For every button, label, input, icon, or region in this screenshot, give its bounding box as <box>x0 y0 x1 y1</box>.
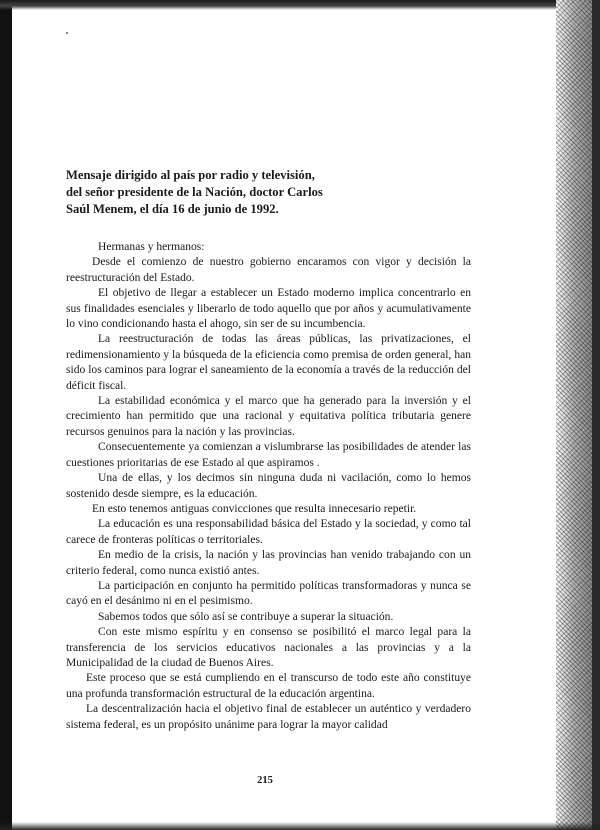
paragraph: Una de ellas, y los decimos sin ninguna duda ni vacilación, como lo hemos sostenido desde siempre, es la educación. <box>66 472 471 500</box>
paragraph: La estabilidad económica y el marco que ha generado para la inversión y el crecimiento han permitido que una racional y equitativa política tributaria genere recursos genuinos para la nación y las provincias. <box>66 395 471 438</box>
paragraph: La reestructuración de todas las áreas públicas, las privatizaciones, el redimensionamiento y la búsqueda de la eficiencia como premisa de orden general, han sido los caminos para lograr el saneamiento de la economía a través de la reducción del déficit fiscal. <box>66 333 471 392</box>
scan-left-border <box>0 0 12 830</box>
paragraph: En esto tenemos antiguas convicciones que resulta innecesario repetir. <box>92 502 417 515</box>
document-page <box>66 167 471 733</box>
paragraph: La educación es una responsabilidad básica del Estado y la sociedad, y como tal carece de fronteras políticas o territoriales. <box>66 518 471 546</box>
paragraph-salutation: Hermanas y hermanos: <box>98 241 205 253</box>
document-body <box>66 240 471 733</box>
title-line: Mensaje dirigido al país por radio y televisión, <box>66 168 315 182</box>
paragraph: Este proceso que se está cumpliendo en el transcurso de todo este año constituye una profunda transformación estructural de la educación argentina. <box>66 672 471 700</box>
paragraph: Desde el comienzo de nuestro gobierno encaramos con vigor y decisión la reestructuración del Estado. <box>66 256 471 284</box>
title-line: del señor presidente de la Nación, doctor Carlos <box>66 185 323 199</box>
paragraph: La participación en conjunto ha permitido políticas transformadoras y nunca se cayó en el desánimo ni en el pesimismo. <box>66 579 471 608</box>
title-line: Saúl Menem, el día 16 de junio de 1992. <box>66 202 279 216</box>
paragraph: Consecuentemente ya comienzan a vislumbrarse las posibilidades de atender las cuestiones prioritarias de ese Estado al que aspiramos . <box>66 441 471 469</box>
paragraph: En medio de la crisis, la nación y las provincias han venido trabajando con un criterio federal, como nunca existió antes. <box>66 549 471 577</box>
paragraph: Sabemos todos que sólo así se contribuye a superar la situación. <box>98 610 394 623</box>
scan-top-border <box>0 0 600 10</box>
scan-right-edge <box>592 0 600 830</box>
scan-speck <box>66 32 68 34</box>
paragraph: La descentralización hacia el objetivo final de establecer un auténtico y verdadero sistema federal, es un propósito unánime para lograr la mayor calidad <box>66 703 471 731</box>
paragraph: El objetivo de llegar a establecer un Estado moderno implica concentrarlo en sus finalidades esenciales y liberarlo de todo aquello que por años y acumulativamente lo vino condicionando hasta el ahogo, sin ser de su incumbencia. <box>66 287 471 331</box>
page-number: 215 <box>257 775 273 786</box>
scan-bottom-border <box>0 822 600 830</box>
document-title <box>66 167 471 218</box>
paragraph: Con este mismo espíritu y en consenso se posibilitó el marco legal para la transferencia de los servicios educativos nacionales a las provincias y a la Municipalidad de la ciudad de Buenos Aires. <box>66 626 471 669</box>
